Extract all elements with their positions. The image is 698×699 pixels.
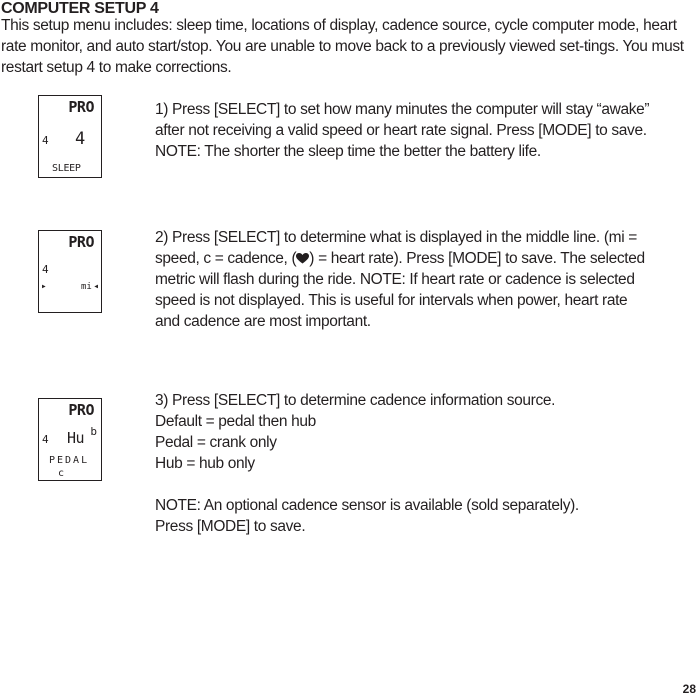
step-2-line: metric will flash during the ride. NOTE: If heart rate or cadence is selected bbox=[155, 271, 635, 288]
section-title: COMPUTER SETUP 4 bbox=[1, 0, 159, 17]
page-number: 28 bbox=[682, 682, 696, 696]
step-2-line: 2) Press [SELECT] to determine what is displayed in the middle line. (mi = bbox=[155, 229, 637, 246]
lcd-pro-label: PRO bbox=[68, 401, 94, 419]
step-2-text: speed, c = cadence, ( bbox=[155, 250, 297, 267]
lcd-setup-number: 4 bbox=[42, 433, 49, 446]
lcd-hub-value: Hu bbox=[67, 429, 85, 447]
lcd-pro-label: PRO bbox=[68, 233, 94, 251]
lcd-setup-number: 4 bbox=[42, 134, 49, 147]
lcd-pedal-label: PEDAL bbox=[49, 455, 90, 466]
step-3-note: NOTE: An optional cadence sensor is available (sold separately). bbox=[155, 497, 579, 514]
step-1-note: NOTE: The shorter the sleep time the better the battery life. bbox=[155, 143, 541, 160]
step-3-line: Default = pedal then hub bbox=[155, 413, 316, 430]
step-3 bbox=[155, 390, 695, 537]
lcd-hub-b: b bbox=[90, 425, 97, 438]
step-3-line: Hub = hub only bbox=[155, 455, 255, 472]
lcd-value: 4 bbox=[75, 129, 86, 149]
lcd-arrow-left-icon: ▶ bbox=[42, 283, 46, 290]
step-1 bbox=[155, 99, 695, 162]
lcd-pro-label: PRO bbox=[68, 98, 94, 116]
step-2-line bbox=[155, 248, 695, 269]
lcd-c-label: c bbox=[58, 468, 65, 479]
intro-paragraph: This setup menu includes: sleep time, locations of display, cadence source, cycle computer mode, heart rate monitor, and auto start/stop. You are unable to move back to a previously viewed set-tings. You must restart setup 4 to make corrections. bbox=[1, 17, 684, 76]
step-2-line: and cadence are most important. bbox=[155, 313, 371, 330]
heart-icon bbox=[296, 253, 309, 264]
step-3-line: 3) Press [SELECT] to determine cadence information source. bbox=[155, 392, 556, 409]
step-3-line: Pedal = crank only bbox=[155, 434, 277, 451]
step-3-line: Press [MODE] to save. bbox=[155, 518, 306, 535]
lcd-unit-mi: mi bbox=[81, 282, 92, 292]
lcd-display-middle-line bbox=[38, 230, 102, 313]
step-1-line: 1) Press [SELECT] to set how many minutes the computer will stay “awake” bbox=[155, 101, 650, 118]
lcd-display-cadence bbox=[38, 398, 102, 481]
lcd-setup-number: 4 bbox=[42, 263, 49, 276]
step-1-line: after not receiving a valid speed or heart rate signal. Press [MODE] to save. bbox=[155, 122, 647, 139]
step-2-text: ) = heart rate). Press [MODE] to save. The selected bbox=[309, 250, 645, 267]
step-2 bbox=[155, 227, 695, 332]
lcd-display-sleep bbox=[38, 95, 102, 178]
lcd-arrow-right-icon: ◀ bbox=[94, 283, 98, 290]
lcd-sleep-label: SLEEP bbox=[52, 163, 81, 174]
step-2-line: speed is not displayed. This is useful for intervals when power, heart rate bbox=[155, 292, 628, 309]
